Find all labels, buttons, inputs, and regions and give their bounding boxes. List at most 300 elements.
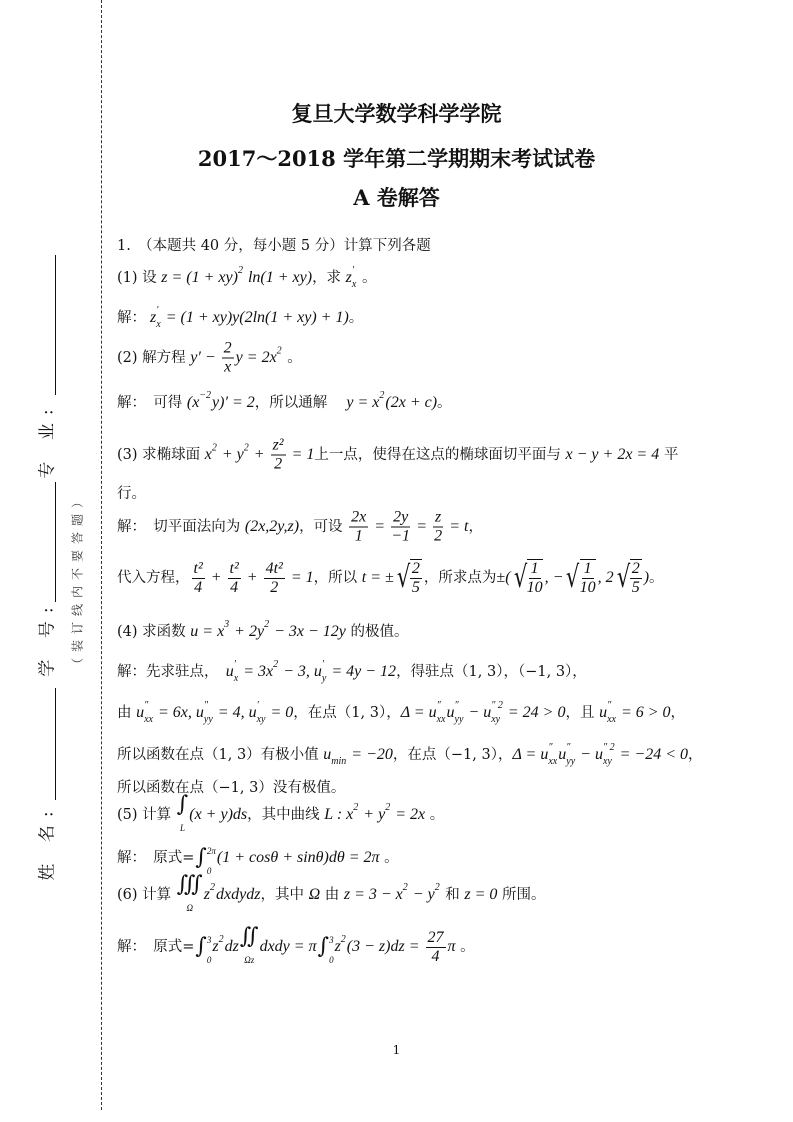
superscript: 2 — [434, 882, 440, 893]
script — [211, 442, 217, 465]
script — [264, 619, 270, 642]
script — [276, 345, 282, 368]
superscript: ′ — [256, 700, 259, 711]
text-run: (3) 求椭球面 — [117, 447, 205, 463]
fraction — [630, 559, 642, 597]
script — [434, 882, 440, 905]
numerator: 1 — [530, 560, 539, 577]
major-underline — [55, 255, 56, 395]
text-line — [117, 619, 409, 642]
math-expr: Δ = u — [400, 704, 437, 721]
fraction — [264, 560, 285, 597]
superscript: 2 — [264, 619, 270, 630]
integral-limits — [207, 930, 212, 964]
script — [224, 619, 230, 642]
text-run: 行。 — [117, 486, 146, 502]
math-expr: y = 2x — [235, 349, 277, 366]
text-run: ，所以通解 — [254, 395, 347, 411]
math-expr: + — [249, 446, 269, 463]
math-expr: + y — [359, 806, 386, 823]
math-expr: u — [599, 704, 608, 721]
student-id-label: 学 号: — [37, 599, 58, 677]
math-expr: = — [370, 518, 390, 535]
fraction — [527, 559, 543, 597]
math-expr: = 3x — [239, 663, 274, 680]
math-expr: = 4y − 12 — [327, 663, 397, 680]
integral-sign: ∫ — [195, 845, 207, 870]
subscript — [273, 674, 278, 684]
numerator: 27 — [427, 928, 444, 946]
text-run: (5) 计算 — [117, 807, 176, 823]
script — [454, 700, 464, 725]
math-expr: z — [203, 886, 211, 903]
text-line — [117, 305, 364, 330]
subscript — [224, 634, 229, 644]
text-line — [117, 700, 686, 725]
exam-title: 2017～2018 学年第二学期期末考试试卷 — [197, 146, 596, 171]
math-expr: − y — [408, 886, 435, 903]
square-root — [614, 559, 644, 597]
superscript: 2 — [243, 442, 249, 453]
subscript — [379, 405, 384, 415]
text-run: ， — [688, 747, 703, 763]
integral — [177, 872, 203, 918]
integral — [195, 841, 215, 875]
script — [218, 934, 224, 957]
math-expr: = −24 < 0 — [615, 746, 688, 763]
math-expr: dz — [224, 938, 239, 955]
lower-limit: L — [179, 823, 185, 833]
math-expr: , − — [544, 569, 564, 586]
superscript: ′ — [156, 305, 159, 316]
text-run: ， — [468, 519, 483, 535]
text-line — [117, 265, 377, 290]
math-expr: − u — [576, 746, 603, 763]
text-line — [117, 742, 703, 767]
math-expr: (1 + cosθ + sinθ)dθ = 2π — [216, 849, 380, 866]
script — [144, 700, 153, 725]
name-label: 姓 名: — [37, 803, 58, 881]
math-expr: (3 − z)dz = — [346, 938, 424, 955]
text-line — [117, 872, 546, 918]
text-run: ，其中 — [260, 887, 309, 903]
math-expr: − 3x − 12y — [270, 623, 346, 640]
subscript: yy — [566, 756, 576, 767]
text-run: 平 — [659, 447, 679, 463]
integral-limits — [180, 818, 185, 838]
text-run: 解： — [117, 310, 146, 326]
text-line — [117, 484, 146, 504]
math-expr: = 0 — [266, 704, 294, 721]
fraction — [222, 340, 234, 377]
text-run: 所以函数在点（1, 3）有极小值 — [117, 747, 324, 763]
text-run: 所以函数在点（−1, 3）没有极值。 — [117, 780, 346, 796]
fraction — [349, 509, 368, 546]
text-run: 。 — [649, 570, 664, 586]
integral-limits — [329, 930, 334, 964]
script — [321, 659, 327, 684]
math-expr: + 2y — [230, 623, 265, 640]
integral — [318, 930, 334, 964]
subscript — [353, 817, 358, 827]
subscript: yy — [454, 714, 464, 725]
fraction — [391, 509, 410, 546]
text-run: 。 — [348, 310, 364, 326]
radical-sign: √ — [396, 560, 411, 595]
text-run: 1. （本题共 40 分，每小题 5 分）计算下列各题 — [117, 238, 431, 254]
superscript: 3 — [224, 619, 230, 630]
lower-limit: 0 — [329, 955, 334, 965]
subscript — [341, 949, 346, 959]
superscript: 2 — [237, 265, 243, 276]
math-expr: t = ± — [361, 569, 394, 586]
math-expr: π — [447, 938, 456, 955]
numerator: z — [434, 508, 442, 526]
numerator: 2y — [393, 508, 409, 526]
text-run: ，在点（−1, 3）， — [392, 747, 513, 763]
math-expr: u — [446, 704, 455, 721]
numerator: 2 — [223, 339, 232, 357]
fraction — [410, 559, 422, 597]
text-run: 解： 原式= — [117, 939, 195, 955]
subscript: xy — [602, 756, 612, 767]
text-run: 解： 可得 — [117, 395, 187, 411]
text-line — [117, 390, 452, 413]
math-expr: ) — [643, 569, 650, 586]
subscript — [277, 360, 282, 370]
math-expr: u — [323, 746, 332, 763]
script — [156, 305, 161, 330]
script — [273, 659, 279, 682]
text-run: 由 — [320, 887, 344, 903]
fraction — [426, 929, 446, 966]
text-run: 。 — [357, 270, 377, 286]
subscript: xy — [256, 714, 266, 725]
superscript: 2 — [276, 345, 282, 356]
superscript: ″ — [548, 742, 553, 753]
math-expr: ±( — [496, 569, 511, 586]
math-expr: L : x — [324, 806, 354, 823]
math-expr: = 4, u — [213, 704, 257, 721]
math-expr: y = x — [346, 394, 380, 411]
denominator: 10 — [579, 579, 596, 596]
superscript: ″ — [454, 700, 459, 711]
text-line — [117, 340, 302, 377]
subscript — [212, 457, 217, 467]
script — [256, 700, 266, 725]
math-expr: y′ − — [190, 349, 220, 366]
denominator: 5 — [631, 579, 640, 596]
math-expr: = 1 — [287, 446, 315, 463]
text-run: 所围。 — [497, 887, 546, 903]
math-expr: u — [225, 663, 234, 680]
math-expr: z — [334, 938, 341, 955]
text-run: (4) 求函数 — [117, 624, 191, 640]
subscript — [403, 897, 408, 907]
integral-limits — [244, 950, 254, 970]
integral-limits — [207, 841, 216, 875]
numerator: 2 — [411, 560, 420, 577]
school-title: 复旦大学数学科学学院 — [291, 101, 502, 126]
numerator: t² — [193, 559, 203, 577]
math-expr: = 24 > 0 — [503, 704, 566, 721]
text-line — [117, 236, 431, 256]
integral-sign: ∫ — [176, 792, 189, 817]
math-expr: z — [212, 938, 219, 955]
superscript: 2 — [385, 802, 391, 813]
text-line — [117, 792, 444, 838]
fraction — [192, 560, 205, 597]
math-expr: u — [136, 704, 145, 721]
subscript: xx — [436, 714, 446, 725]
math-expr: = 6x, u — [154, 704, 204, 721]
numerator: 1 — [583, 560, 592, 577]
integral — [240, 924, 259, 970]
subscript — [238, 280, 243, 290]
radical-sign: √ — [616, 560, 630, 595]
lower-limit: Ω — [186, 903, 194, 913]
subscript — [435, 897, 440, 907]
math-expr: z — [146, 309, 157, 326]
superscript: ″ — [566, 742, 571, 753]
superscript: 2 — [218, 934, 224, 945]
text-run: 和 — [440, 887, 465, 903]
subscript: xx — [548, 756, 558, 767]
text-run: 解：先求驻点， — [117, 664, 226, 680]
math-expr: = 2x — [391, 806, 426, 823]
script — [331, 745, 346, 765]
subscript: min — [331, 756, 347, 767]
script — [243, 442, 249, 465]
superscript: ′ — [233, 659, 236, 670]
superscript: 2 — [210, 882, 216, 893]
subscript — [264, 634, 269, 644]
text-run: (6) 计算 — [117, 887, 176, 903]
text-run: ，求 — [312, 270, 346, 286]
script — [203, 700, 213, 725]
math-expr: (2x + c) — [385, 394, 438, 411]
text-line — [117, 509, 483, 546]
denominator: 4 — [431, 947, 440, 965]
text-run: 。 — [425, 807, 445, 823]
math-expr: + — [206, 569, 226, 586]
fraction — [271, 437, 286, 474]
text-line — [117, 924, 475, 970]
math-expr: (x — [186, 394, 200, 411]
binding-note: （装订线内不要答题） — [70, 489, 85, 671]
lower-limit: 0 — [206, 866, 212, 876]
superscript: 2 — [402, 882, 408, 893]
script — [353, 802, 359, 825]
math-expr: = (1 + xy)y(2ln(1 + xy) + 1) — [161, 309, 349, 326]
text-line — [117, 559, 664, 597]
script — [210, 882, 216, 905]
math-expr: Δ = u — [512, 746, 549, 763]
text-run: ，且 — [565, 705, 600, 721]
script — [237, 265, 243, 288]
text-run: 解： 切平面法向为 — [117, 519, 245, 535]
script — [351, 265, 357, 290]
numerator: 2x — [351, 508, 367, 526]
text-run: ，其中曲线 — [247, 807, 325, 823]
math-expr: u — [558, 746, 567, 763]
math-expr: = t — [445, 518, 469, 535]
superscript — [331, 743, 346, 753]
math-expr: = 1 — [286, 569, 314, 586]
script — [340, 934, 346, 957]
radical-sign: √ — [566, 560, 580, 595]
text-line — [117, 659, 587, 684]
text-run: 的极值。 — [345, 624, 409, 640]
math-expr: ln(1 + xy) — [243, 269, 313, 286]
text-run: ，所求点为 — [423, 570, 497, 586]
subscript: x — [233, 673, 239, 684]
superscript: ″ 2 — [491, 700, 503, 711]
math-expr: z = 3 − x — [343, 886, 403, 903]
script — [379, 390, 385, 413]
denominator: 2 — [270, 578, 279, 596]
superscript: 2 — [211, 442, 217, 453]
superscript: 2 — [379, 390, 385, 401]
math-expr: + y — [217, 446, 244, 463]
math-expr: (2x,2y,z) — [244, 518, 300, 535]
numerator: 4t² — [265, 559, 283, 577]
math-expr: , 2 — [597, 569, 614, 586]
denominator: x — [224, 358, 232, 376]
upper-limit: 2π — [206, 846, 216, 856]
text-run: 。 — [282, 350, 302, 366]
page-number: 1 — [392, 1043, 401, 1057]
script — [491, 700, 503, 725]
subscript — [219, 949, 224, 959]
name-underline — [55, 688, 56, 800]
math-expr: z — [345, 269, 352, 286]
numerator: t² — [229, 559, 239, 577]
fraction — [433, 509, 443, 546]
script — [548, 742, 558, 767]
denominator: −1 — [391, 527, 411, 545]
denominator: 10 — [526, 579, 543, 596]
denominator: 2 — [434, 527, 443, 545]
subscript — [199, 405, 211, 415]
text-run: 上一点，使得在这点的椭球面切平面与 — [314, 447, 566, 463]
denominator: 1 — [354, 527, 363, 545]
subscript: x — [156, 319, 161, 330]
text-run: ，可设 — [299, 519, 348, 535]
square-root — [563, 559, 597, 597]
square-root — [511, 559, 545, 597]
subscript: yy — [203, 714, 213, 725]
script — [436, 700, 446, 725]
upper-limit: 3 — [206, 935, 212, 945]
superscript: ′ — [321, 659, 325, 670]
math-expr: Ω — [308, 886, 321, 903]
numerator: z² — [272, 436, 284, 454]
math-expr: (x + y)ds — [189, 806, 248, 823]
math-expr: − 3, u — [279, 663, 322, 680]
text-run: 。 — [437, 395, 452, 411]
lower-limit: Ωz — [244, 955, 255, 965]
superscript: 2 — [273, 659, 279, 670]
text-line — [117, 437, 678, 474]
text-run: 。 — [455, 939, 475, 955]
subscript — [244, 457, 249, 467]
subscript: xx — [144, 714, 153, 725]
superscript: ′ — [351, 265, 355, 276]
superscript: ″ 2 — [602, 742, 615, 753]
superscript: 2 — [340, 934, 346, 945]
math-expr: z = 0 — [464, 886, 498, 903]
math-expr: u = x — [190, 623, 225, 640]
script — [607, 700, 616, 725]
math-expr: y)′ = 2 — [212, 394, 255, 411]
math-expr: = 6 > 0 — [616, 704, 671, 721]
math-expr: − u — [464, 704, 492, 721]
radical-sign: √ — [513, 560, 527, 595]
script — [402, 882, 408, 905]
script — [602, 742, 615, 767]
math-expr: dxdy = π — [259, 938, 317, 955]
script — [199, 390, 212, 413]
math-expr: dxdydz — [216, 886, 261, 903]
integral — [195, 930, 211, 964]
math-expr: = — [412, 518, 431, 535]
fraction — [228, 560, 241, 597]
text-run: ，在点（1, 3）， — [293, 705, 401, 721]
answer-subtitle: A 卷解答 — [353, 185, 440, 210]
fraction — [580, 559, 596, 597]
script — [385, 802, 391, 825]
text-line — [117, 841, 399, 875]
superscript: ″ — [436, 700, 441, 711]
text-run: (2) 解方程 — [117, 350, 191, 366]
subscript — [385, 817, 390, 827]
text-run: 。 — [379, 850, 399, 866]
subscript: xx — [607, 714, 616, 725]
upper-limit: 3 — [329, 935, 334, 945]
superscript: −2 — [199, 390, 212, 401]
math-expr: = −20 — [347, 746, 393, 763]
superscript: ″ — [203, 700, 209, 711]
major-label: 专 业: — [37, 401, 58, 479]
subscript: y — [321, 673, 327, 684]
text-run: 由 — [117, 705, 137, 721]
math-expr: + — [242, 569, 262, 586]
superscript: 2 — [353, 802, 359, 813]
script — [566, 742, 576, 767]
text-run: ，所以 — [313, 570, 362, 586]
text-run: 代入方程， — [117, 570, 190, 586]
script — [233, 659, 239, 684]
math-expr: x — [204, 446, 212, 463]
denominator: 4 — [230, 578, 239, 596]
lower-limit: 0 — [206, 955, 212, 965]
math-expr: z = (1 + xy) — [161, 269, 238, 286]
integral-sign: ∬ — [239, 924, 259, 949]
subscript: xy — [491, 714, 501, 725]
integral-sign: ∫ — [195, 934, 207, 959]
superscript: ″ — [144, 700, 149, 711]
integral-limits — [187, 898, 194, 918]
denominator: 4 — [194, 578, 203, 596]
text-run: (1) 设 — [117, 270, 162, 286]
denominator: 2 — [274, 455, 283, 473]
text-run: 解： 原式= — [117, 850, 195, 866]
superscript: ″ — [607, 700, 612, 711]
text-run: ， — [670, 705, 686, 721]
integral-sign: ∭ — [176, 872, 203, 897]
math-expr: x − y + 2x = 4 — [565, 446, 660, 463]
